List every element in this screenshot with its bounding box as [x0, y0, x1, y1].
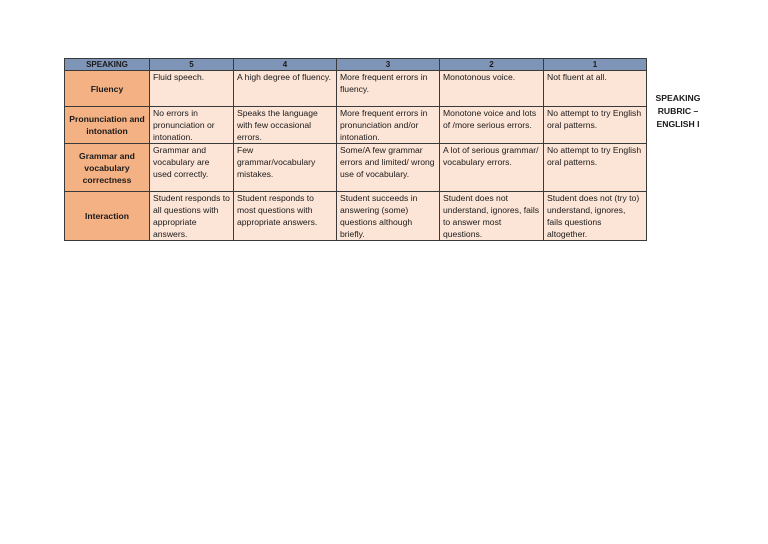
header-score-2: 2 — [440, 59, 544, 71]
criterion-interaction: Interaction — [65, 192, 150, 241]
header-score-4: 4 — [234, 59, 337, 71]
table-cell: Not fluent at all. — [544, 71, 647, 107]
table-cell: Some/A few grammar errors and limited/ wrong use of vocabulary. — [337, 144, 440, 192]
table-row-grammar — [65, 144, 647, 192]
criterion-grammar: Grammar and vocabulary correctness — [65, 144, 150, 192]
table-cell: Student does not (try to) understand, ignores, fails questions altogether. — [544, 192, 647, 241]
table-cell: A high degree of fluency. — [234, 71, 337, 107]
criterion-fluency: Fluency — [65, 71, 150, 107]
table-cell: More frequent errors in pronunciation and/or intonation. — [337, 107, 440, 144]
table-cell: Student succeeds in answering (some) questions although briefly. — [337, 192, 440, 241]
table-cell: Speaks the language with few occasional errors. — [234, 107, 337, 144]
table-row-interaction — [65, 192, 647, 241]
criterion-pronunciation: Pronunciation and intonation — [65, 107, 150, 144]
table-cell: No errors in pronunciation or intonation. — [150, 107, 234, 144]
table-cell: No attempt to try English oral patterns. — [544, 144, 647, 192]
table-cell: A lot of serious grammar/ vocabulary errors. — [440, 144, 544, 192]
table-cell: Student does not understand, ignores, fails to answer most questions. — [440, 192, 544, 241]
table-cell: Student responds to most questions with appropriate answers. — [234, 192, 337, 241]
table-cell: Monotone voice and lots of /more serious errors. — [440, 107, 544, 144]
table-row-fluency — [65, 71, 647, 107]
table-cell: Monotonous voice. — [440, 71, 544, 107]
header-score-5: 5 — [150, 59, 234, 71]
header-score-1: 1 — [544, 59, 647, 71]
table-cell: No attempt to try English oral patterns. — [544, 107, 647, 144]
header-speaking: SPEAKING — [65, 59, 150, 71]
header-row — [65, 59, 647, 71]
table-cell: More frequent errors in fluency. — [337, 71, 440, 107]
rubric-side-title: SPEAKING RUBRIC – ENGLISH I — [655, 93, 701, 129]
header-score-3: 3 — [337, 59, 440, 71]
table-cell: Fluid speech. — [150, 71, 234, 107]
table-row-pronunciation — [65, 107, 647, 144]
table-cell: Grammar and vocabulary are used correctly. — [150, 144, 234, 192]
speaking-rubric-table — [64, 58, 647, 241]
table-cell: Few grammar/vocabulary mistakes. — [234, 144, 337, 192]
table-cell: Student responds to all questions with appropriate answers. — [150, 192, 234, 241]
